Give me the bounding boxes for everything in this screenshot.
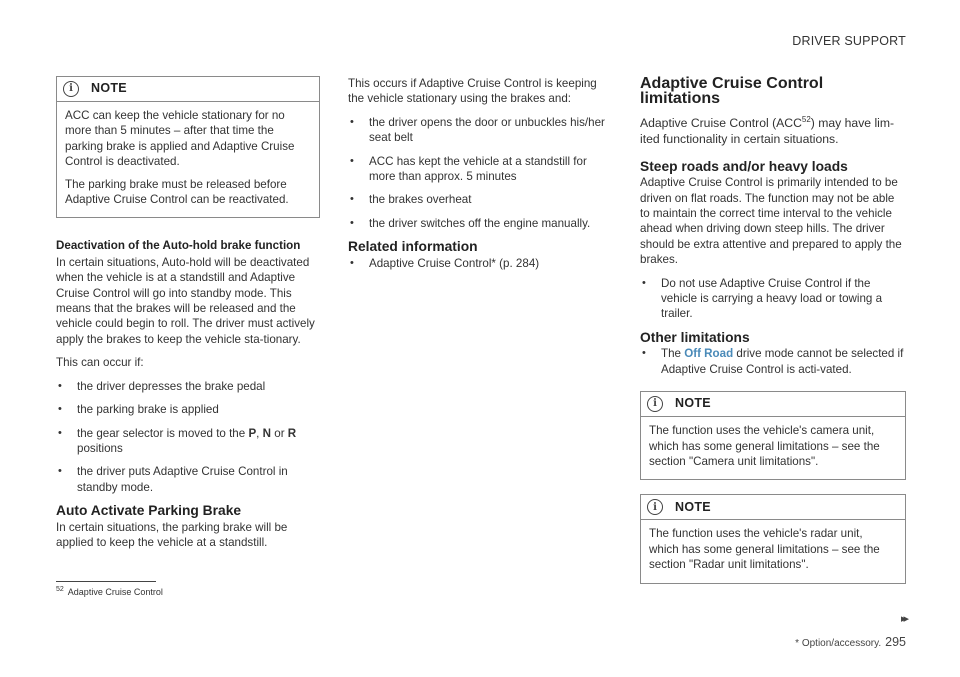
list-item: • the parking brake is applied (56, 402, 320, 417)
footnote-ref[interactable]: 52 (801, 114, 811, 124)
note-box (56, 76, 320, 218)
section-heading: Auto Activate Parking Brake (56, 503, 242, 519)
section-title: DRIVER SUPPORT (792, 34, 906, 48)
drive-mode-name: Off Road (684, 347, 734, 361)
note-box (640, 494, 906, 583)
list-item-text: positions (77, 441, 123, 455)
column-right (640, 76, 906, 598)
option-note: * Option/accessory. (795, 638, 882, 649)
list-item-text: drive mode cannot be selected if Adaptive Cruise Control is acti-vated. (661, 347, 904, 376)
note-header (641, 495, 905, 520)
paragraph (640, 115, 906, 147)
page-footer (795, 635, 906, 649)
bullet-list (640, 276, 906, 322)
section-heading: Related information (348, 239, 478, 255)
section-heading: Other limitations (640, 329, 750, 345)
next-page-arrows-icon[interactable]: ▸▸ (900, 613, 906, 625)
page-title: Adaptive Cruise Control limitations (640, 75, 824, 108)
section-heading: Deactivation of the Auto-hold brake function (56, 239, 301, 253)
paragraph: In certain situations, Auto-hold will be deactivated when the vehicle is at a standstill and Adaptive Cruise Control will go into standby mode. This means that the brakes will be released and the vehicle could begin to roll. The driver must actively apply the brakes to keep the vehicle sta-tionary. (56, 255, 315, 346)
note-text: The function uses the vehicle's camera unit, which has some general limitations – see the section "Camera unit limitations". (649, 424, 880, 468)
paragraph: This can occur if: (56, 356, 144, 370)
footnote-number: 52 (56, 586, 64, 593)
gear-n: N (262, 426, 272, 440)
bullet-list (56, 379, 320, 495)
footnote-divider (56, 581, 156, 582)
section-heading: Steep roads and/or heavy loads (640, 158, 848, 174)
list-item-text: , (256, 426, 260, 440)
gear-p: P (248, 426, 257, 440)
footnote-text: Adaptive Cruise Control (67, 587, 163, 597)
note-label: NOTE (675, 499, 711, 514)
bullet-list (640, 346, 906, 377)
note-text: The function uses the vehicle's radar unit, which has some general limitations – see the section "Radar unit limitations". (649, 527, 880, 572)
info-icon: i (63, 81, 79, 97)
list-item (56, 426, 320, 457)
list-item: • the driver depresses the brake pedal (56, 379, 320, 394)
intro-text: Adaptive Cruise Control (ACC (640, 115, 802, 130)
list-item-text: the gear selector is moved to the (77, 426, 246, 440)
note-box (640, 391, 906, 480)
note-label: NOTE (91, 81, 127, 96)
related-link[interactable]: • Adaptive Cruise Control* (p. 284) (348, 256, 610, 271)
list-item: • the driver opens the door or unbuckles his/her seat belt (348, 115, 610, 146)
list-item: • the driver puts Adaptive Cruise Control in standby mode. (56, 464, 320, 495)
footnote (56, 586, 163, 597)
paragraph: In certain situations, the parking brake will be applied to keep the vehicle at a standstill. (56, 520, 288, 549)
column-left (56, 76, 320, 558)
list-item (640, 346, 906, 377)
list-item-text: The (661, 347, 681, 361)
intro-text: ) may have lim-ited functionality in certain situations. (640, 115, 895, 146)
related-list (348, 256, 610, 271)
list-item: • the driver switches off the engine manually. (348, 216, 610, 231)
note-text: The parking brake must be released before Adaptive Cruise Control can be reactivated. (65, 177, 289, 207)
list-item: • Do not use Adaptive Cruise Control if the vehicle is carrying a heavy load or towing a trailer. (640, 276, 906, 322)
column-middle (348, 76, 610, 277)
bullet-list (348, 115, 610, 231)
page-number: 295 (885, 635, 906, 649)
paragraph: This occurs if Adaptive Cruise Control is keeping the vehicle stationary using the brakes and: (348, 77, 597, 106)
note-label: NOTE (675, 396, 711, 411)
info-icon: i (647, 396, 663, 412)
note-header (641, 392, 905, 417)
info-icon: i (647, 499, 663, 515)
gear-r: R (287, 426, 297, 440)
note-header (57, 77, 319, 102)
list-item: • the brakes overheat (348, 192, 610, 207)
list-item-text: or (274, 426, 285, 440)
paragraph: Adaptive Cruise Control is primarily intended to be driven on flat roads. The function may not be able to maintain the correct time interval to the vehicle ahead when driving down steep hills. The driver should be extra attentive and prepared to apply the brakes. (640, 176, 902, 267)
note-text: ACC can keep the vehicle stationary for no more than 5 minutes – after that time the parking brake is applied and Adaptive Cruise Control is deactivated. (65, 109, 295, 169)
list-item: • ACC has kept the vehicle at a standstill for more than approx. 5 minutes (348, 154, 610, 185)
